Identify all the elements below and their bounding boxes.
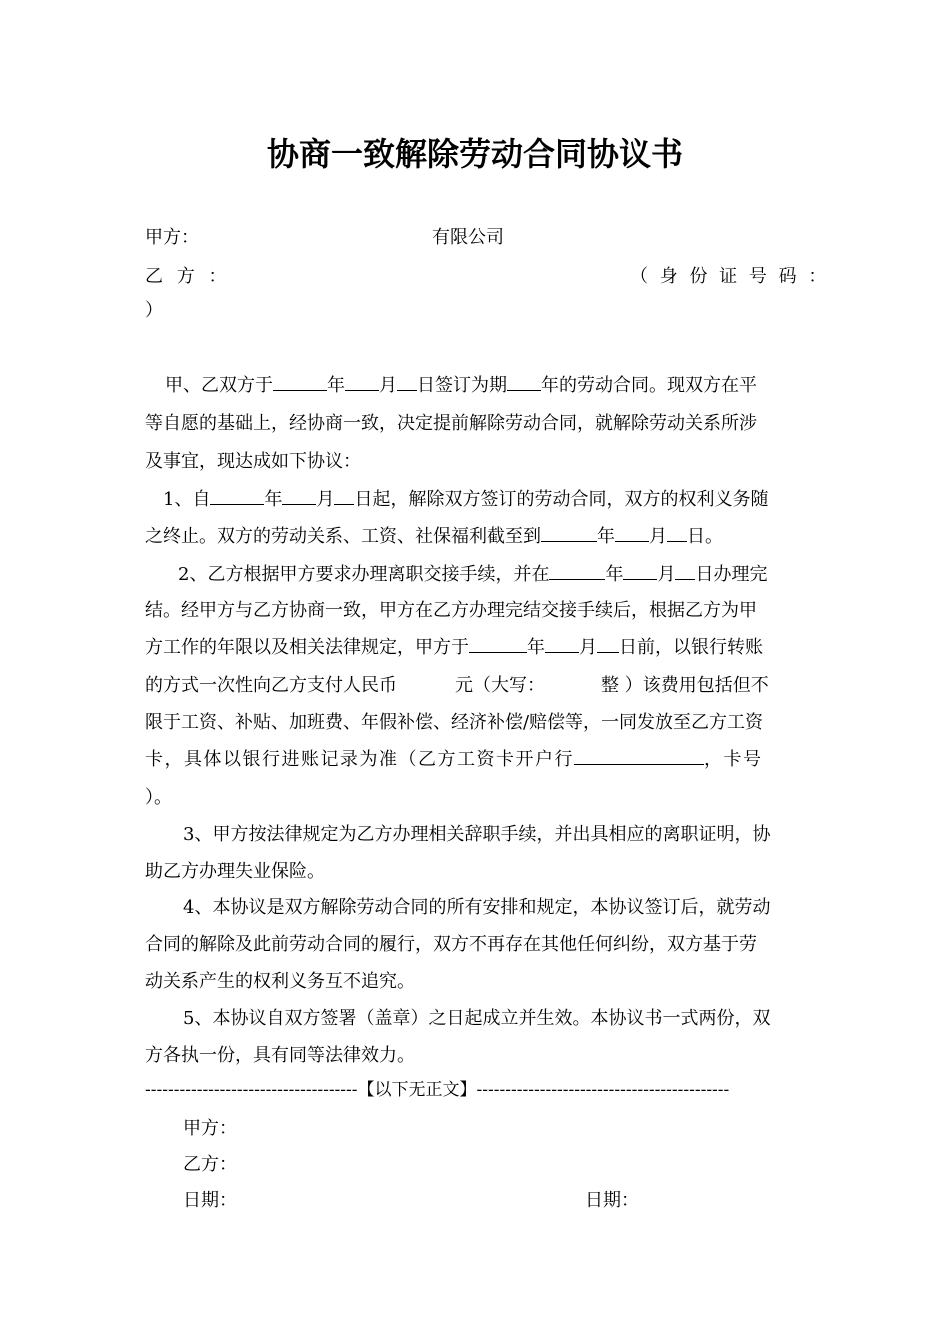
clause-2-line-4: 的方式一次性向乙方支付人民币 元（大写： 整 ）该费用包括但不 xyxy=(145,675,769,696)
blank-field xyxy=(574,748,704,765)
end-of-text-separator: -------------------------------------【以下无正文】-------------------------------------------- xyxy=(145,1080,730,1100)
clause-5-line-2: 方各执一份，具有同等法律效力。 xyxy=(145,1045,415,1066)
clause-4-line-3: 动关系产生的权利义务互不追究。 xyxy=(145,971,415,992)
clause-2-line-7: ）。 xyxy=(145,787,172,808)
clause-2-line-2: 结。经甲方与乙方协商一致，甲方在乙方办理完结交接手续后，根据乙方为甲 xyxy=(145,600,757,621)
blank-field xyxy=(273,374,327,391)
party-a-label: 甲方： xyxy=(145,227,199,248)
intro-line-2: 等自愿的基础上，经协商一致，决定提前解除劳动合同，就解除劳动关系所涉 xyxy=(145,413,757,434)
intro-line-3: 及事宜，现达成如下协议： xyxy=(145,451,361,472)
party-b-label: 乙 方 ： xyxy=(145,266,231,287)
signature-party-b: 乙方： xyxy=(183,1154,237,1175)
clause-2-line-3: 方工作的年限以及相关法律规定，甲方于 年 月 日前，以银行转账 xyxy=(145,637,763,658)
party-b-id-close: ） xyxy=(145,300,163,321)
document-title: 协商一致解除劳动合同协议书 xyxy=(266,135,683,173)
clause-4-line-1: 4、本协议是双方解除劳动合同的所有安排和规定，本协议签订后，就劳动 xyxy=(183,897,771,918)
clause-2-line-5: 限于工资、补贴、加班费、年假补偿、经济补偿/赔偿等，一同发放至乙方工资 xyxy=(145,712,764,733)
blank-field xyxy=(667,525,687,542)
clause-5-line-1: 5、本协议自双方签署（盖章）之日起成立并生效。本协议书一式两份，双 xyxy=(183,1008,771,1029)
clause-1-line-1: 1、自 年 月 日起，解除双方签订的劳动合同，双方的权利义务随 xyxy=(163,489,769,510)
signature-date-right: 日期： xyxy=(585,1190,639,1211)
signature-party-a: 甲方： xyxy=(183,1118,237,1139)
blank-field xyxy=(549,563,605,580)
intro-line-1: 甲、乙双方于 年 月 日签订为期 年的劳动合同。现双方在平 xyxy=(165,375,757,396)
blank-field xyxy=(623,563,657,580)
blank-field xyxy=(469,636,527,653)
blank-field xyxy=(675,563,695,580)
blank-field xyxy=(397,374,417,391)
signature-date-left: 日期： xyxy=(183,1190,237,1211)
clause-2-line-1: 2、乙方根据甲方要求办理离职交接手续，并在 年 月 日办理完 xyxy=(178,564,768,585)
party-a-company-suffix: 有限公司 xyxy=(432,227,504,248)
blank-field xyxy=(334,488,354,505)
clause-4-line-2: 合同的解除及此前劳动合同的履行，双方不再存在其他任何纠纷，双方基于劳 xyxy=(145,934,757,955)
blank-field xyxy=(345,374,379,391)
blank-field xyxy=(615,525,649,542)
blank-field xyxy=(545,636,579,653)
blank-field xyxy=(597,636,619,653)
blank-field xyxy=(541,525,597,542)
clause-3-line-1: 3、甲方按法律规定为乙方办理相关辞职手续，并出具相应的离职证明，协 xyxy=(183,824,771,845)
blank-field xyxy=(210,488,264,505)
clause-1-line-2: 之终止。双方的劳动关系、工资、社保福利截至到 年 月 日。 xyxy=(145,526,723,547)
blank-field xyxy=(507,374,541,391)
clause-3-line-2: 助乙方办理失业保险。 xyxy=(145,861,325,882)
party-b-id-label: （ 身 份 证 号 码 ： xyxy=(630,266,830,287)
clause-2-line-6: 卡，具体以银行进账记录为准（乙方工资卡开户行 ，卡号 xyxy=(145,749,763,770)
blank-field xyxy=(282,488,316,505)
